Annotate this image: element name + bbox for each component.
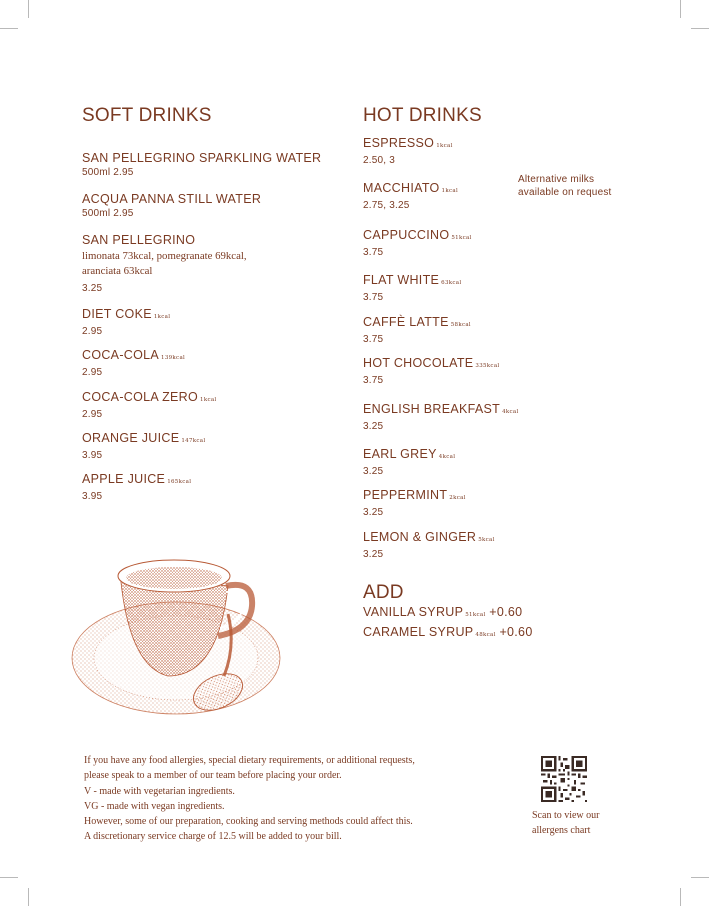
item-price: +0.60 [499,625,533,639]
item-name: COCA-COLA ZERO [82,390,199,404]
item-price: 3.75 [363,292,384,303]
item-kcal: 1kcal [200,397,217,403]
footer-line: However, some of our preparation, cooking and serving methods could affect this. [84,816,413,828]
item-name: CAPPUCCINO [363,228,450,242]
item-kcal: 2kcal [449,495,466,501]
crop-mark [691,28,709,29]
item-name: SAN PELLEGRINO SPARKLING WATER [82,151,322,165]
item-price: 3.25 [363,466,384,477]
add-item [363,624,533,644]
item-name: DIET COKE [82,307,152,321]
crop-mark [28,888,29,906]
item-name: VANILLA SYRUP [363,605,464,619]
footer-line: A discretionary service charge of 12.5 will be added to your bill. [84,831,342,843]
item-price: 500ml 2.95 [82,208,134,219]
item-name: SAN PELLEGRINO [82,233,196,247]
item-price: 500ml 2.95 [82,167,134,178]
item-kcal: 5kcal [478,537,495,543]
footer-line: If you have any food allergies, special dietary requirements, or additional requests, [84,755,415,766]
add-heading: ADD [363,582,404,603]
item-price: 2.50, 3 [363,155,395,166]
menu-item [82,431,205,462]
crop-mark [680,0,681,18]
item-name: COCA-COLA [82,348,160,362]
menu-item [82,472,191,503]
item-kcal: 1kcal [441,188,458,194]
item-kcal: 139kcal [161,355,186,361]
item-price: 3.25 [363,549,384,560]
menu-item [82,151,321,179]
item-name: LEMON & GINGER [363,530,477,544]
menu-item [82,192,261,220]
item-name: ACQUA PANNA STILL WATER [82,192,262,206]
item-name: APPLE JUICE [82,472,166,486]
item-price: 3.25 [363,421,384,432]
menu-item [363,488,466,519]
item-price: 3.25 [82,283,103,294]
menu-item [82,348,185,379]
item-name: CARAMEL SYRUP [363,625,474,639]
item-flavours: limonata 73kcal, pomegranate 69kcal, [82,250,247,262]
crop-mark [691,877,709,878]
item-price: 2.75, 3.25 [363,200,410,211]
item-price: 3.75 [363,375,384,386]
item-kcal: 63kcal [441,280,462,286]
item-kcal: 51kcal [451,235,472,241]
item-name: PEPPERMINT [363,488,448,502]
qr-caption-line: Scan to view our [532,810,600,821]
item-name: ESPRESSO [363,136,435,150]
item-price: +0.60 [489,605,523,619]
allergen-footer [84,753,415,845]
menu-item [82,390,216,421]
item-flavours: aranciata 63kcal [82,265,153,277]
qr-caption [532,808,622,839]
note-line: Alternative milks [518,174,595,185]
add-list [363,604,533,644]
menu-item [363,273,461,304]
item-price: 3.75 [363,247,384,258]
hot-drinks-heading: HOT DRINKS [363,105,482,126]
menu-item [82,307,170,338]
item-kcal: 4kcal [502,409,519,415]
soft-drinks-heading: SOFT DRINKS [82,105,212,126]
item-name: HOT CHOCOLATE [363,356,474,370]
menu-item [363,402,519,433]
item-kcal: 335kcal [475,363,500,369]
item-name: ENGLISH BREAKFAST [363,402,501,416]
footer-line: please speak to a member of our team before placing your order. [84,770,342,782]
item-kcal: 51kcal [465,612,486,618]
item-price: 2.95 [82,409,103,420]
qr-caption-line: allergens chart [532,825,591,837]
item-kcal: 165kcal [167,479,192,485]
crop-mark [680,888,681,906]
menu-item [363,315,471,346]
crop-mark [0,877,18,878]
crop-mark [28,0,29,18]
item-kcal: 1kcal [436,143,453,149]
item-kcal: 58kcal [450,322,471,328]
item-kcal: 48kcal [475,632,496,638]
item-price: 3.75 [363,334,384,345]
menu-item [363,356,499,387]
item-name: EARL GREY [363,447,437,461]
item-price: 2.95 [82,326,103,337]
crop-mark [0,28,18,29]
item-price: 3.95 [82,491,103,502]
menu-item [82,233,247,295]
menu-item [363,136,453,167]
coffee-cup-illustration [68,546,288,726]
footer-line: VG - made with vegan ingredients. [84,800,225,812]
item-kcal: 147kcal [181,438,206,444]
item-price: 2.95 [82,367,103,378]
item-kcal: 4kcal [438,454,456,460]
item-name: CAFFÈ LATTE [363,315,449,329]
item-price: 3.25 [363,507,384,518]
item-name: FLAT WHITE [363,273,440,287]
note-line: available on request [518,187,612,198]
qr-code[interactable] [541,756,587,802]
menu-item [363,228,472,259]
item-name: MACCHIATO [363,181,440,195]
item-kcal: 1kcal [153,314,171,320]
menu-item [363,447,455,478]
menu-item [363,181,458,212]
item-name: ORANGE JUICE [82,431,180,445]
alternative-milks-note [518,173,612,199]
item-price: 3.95 [82,450,103,461]
menu-item [363,530,495,561]
add-item [363,604,533,624]
footer-line: V - made with vegetarian ingredients. [84,785,235,797]
